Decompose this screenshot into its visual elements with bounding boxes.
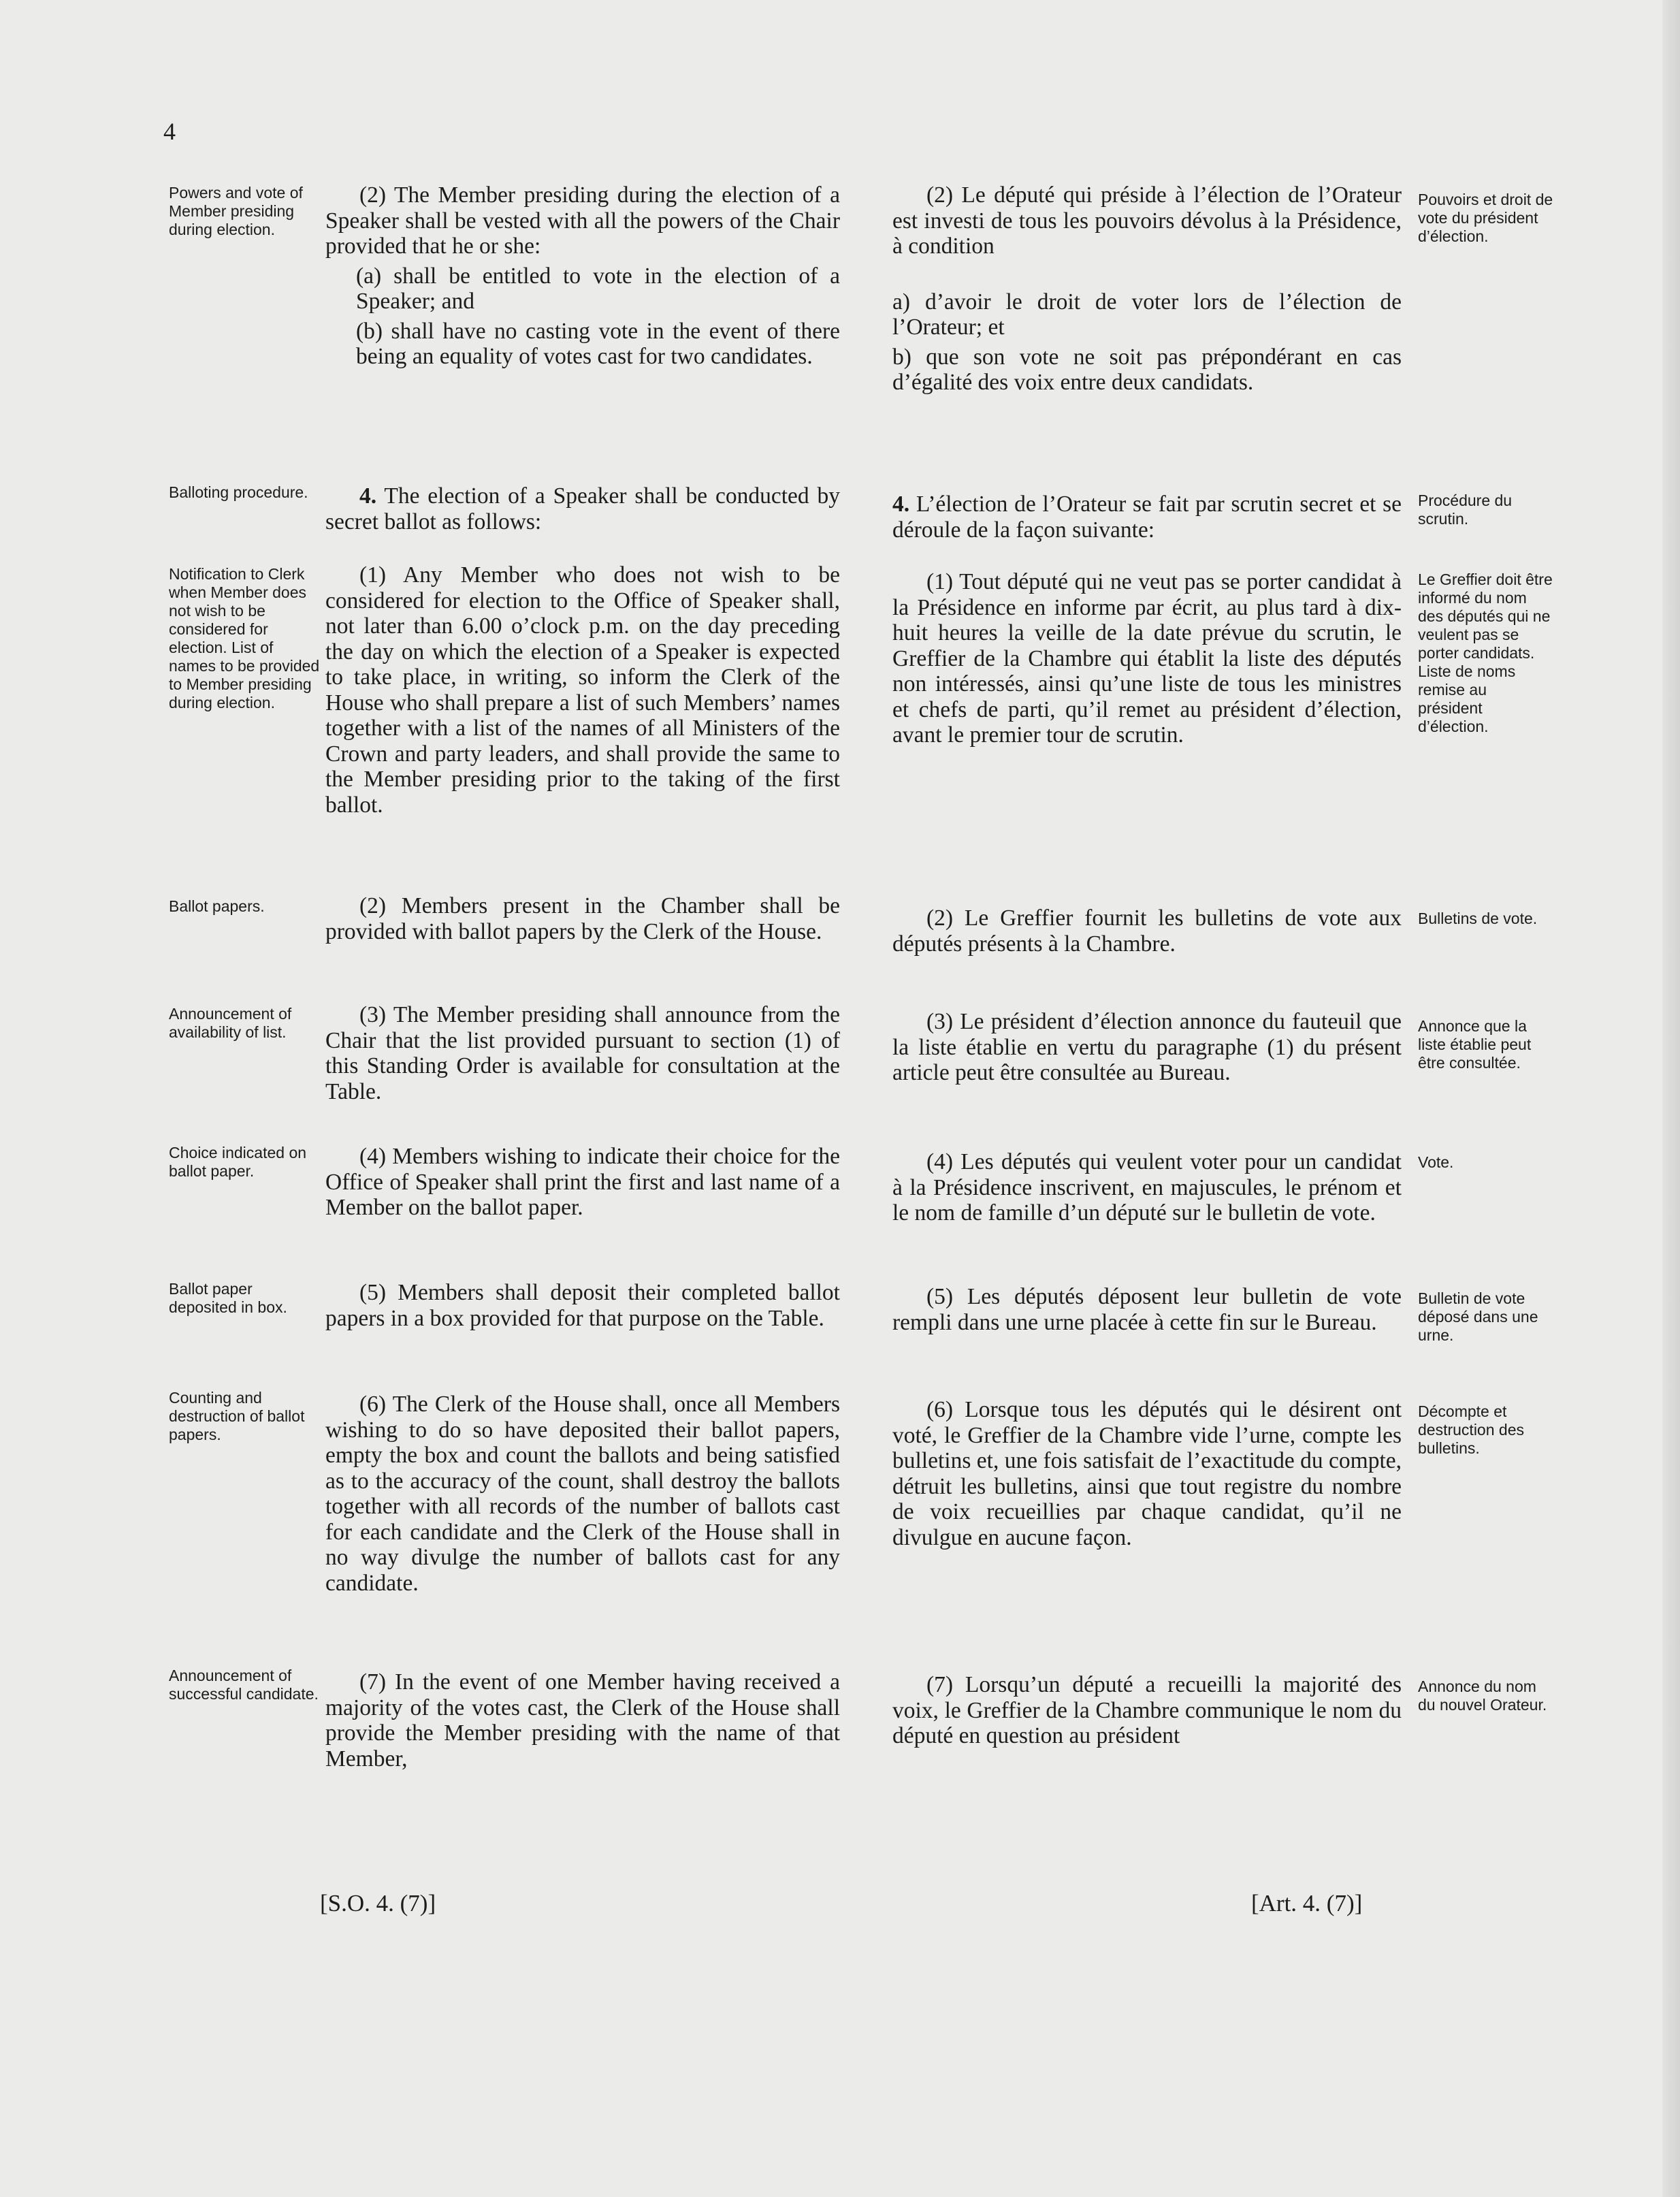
paragraph: (4) Members wishing to indicate their choice for the Office of Speaker shall print the first and last name of a Member on the ballot paper. [325,1144,840,1220]
margin-note-en: Balloting procedure. [169,483,308,501]
french-text [892,1284,1402,1335]
paragraph-item: a) d’avoir le droit de voter lors de l’élection de l’Orateur; et [892,289,1402,340]
margin-note-en: Powers and vote of Member presiding during election. [169,184,303,238]
paragraph-item: b) que son vote ne soit pas prépondérant en cas d’égalité des voix entre deux candidats. [892,344,1402,395]
paragraph: (3) The Member presiding shall announce from the Chair that the list provided pursuant to section (1) of this Standing Order is available for consultation at the Table. [325,1002,840,1104]
french-text [892,1149,1402,1226]
margin-note-fr: Le Greffier doit être informé du nom des députés qui ne veulent pas se porter candidats. Liste de noms remise au président d’élection. [1418,571,1553,735]
paragraph: (7) Lorsqu’un député a recueilli la majorité des voix, le Greffier de la Chambre communique le nom du député en question au président [892,1672,1402,1748]
margin-note-fr: Vote. [1418,1153,1454,1171]
french-text [892,1009,1402,1086]
french-text [892,569,1402,748]
margin-note-fr: Procédure du scrutin. [1418,492,1513,528]
english-text [325,1144,840,1221]
paragraph: 4. The election of a Speaker shall be conducted by secret ballot as follows: [325,483,840,534]
paragraph: (2) The Member presiding during the election of a Speaker shall be vested with all the powers of the Chair provided that he or she: [325,182,840,259]
paragraph: (4) Les députés qui veulent voter pour un candidat à la Présidence inscrivent, en majuscules, le prénom et le nom de famille d’un député sur le bulletin de vote. [892,1149,1402,1225]
french-text [892,1397,1402,1550]
paragraph: (6) The Clerk of the House shall, once all Members wishing to do so have deposited their ballot papers, empty the box and count the ballots and being satisfied as to the accuracy of the count, shall destroy the ballots together with all records of the number of ballots cast for each candidate and the Clerk of the House shall in no way divulge the number of ballots cast for any candidate. [325,1392,840,1596]
page-edge-shadow [1662,0,1680,2197]
paragraph: (5) Les députés déposent leur bulletin de vote rempli dans une urne placée à cette fin sur le Bureau. [892,1284,1402,1335]
standing-order-number: 4. [359,483,377,509]
margin-note-en: Announcement of availability of list. [169,1005,292,1041]
footer-reference-en: [S.O. 4. (7)] [320,1890,436,1917]
margin-note-fr: Décompte et destruction des bulletins. [1418,1402,1524,1457]
english-text [325,182,840,370]
margin-note-en: Notification to Clerk when Member does not wish to be considered for election. List of names to be provided to Member presiding during election. [169,565,320,711]
english-text [325,1392,840,1596]
english-text [325,562,840,818]
footer-reference-fr: [Art. 4. (7)] [1251,1890,1363,1917]
paragraph: (1) Tout député qui ne veut pas se porter candidat à la Présidence en informe par écrit, au plus tard à dix-huit heures la veille de la date prévue du scrutin, le Greffier de la Chambre qui établit la liste des députés non intéressés, ainsi qu’une liste de tous les ministres et chefs de parti, qu’il remet au président d’élection, avant le premier tour de scrutin. [892,569,1402,748]
paragraph: (3) Le président d’élection annonce du fauteuil que la liste établie en vertu du paragraphe (1) du présent article peut être consultée au Bureau. [892,1009,1402,1085]
paragraph-item: (b) shall have no casting vote in the event of there being an equality of votes cast for two candidates. [356,318,840,369]
english-text [325,1669,840,1771]
english-text [325,893,840,944]
paragraph-item: (a) shall be entitled to vote in the election of a Speaker; and [356,263,840,314]
paragraph: (7) In the event of one Member having received a majority of the votes cast, the Clerk of the House shall provide the Member presiding with the name of that Member, [325,1669,840,1771]
margin-note-fr: Bulletin de vote déposé dans une urne. [1418,1289,1538,1344]
margin-note-fr: Annonce du nom du nouvel Orateur. [1418,1678,1547,1714]
english-text [325,1002,840,1104]
margin-note-en: Ballot papers. [169,897,265,915]
french-text [892,905,1402,957]
french-text [892,492,1402,543]
paragraph: 4. L’élection de l’Orateur se fait par scrutin secret et se déroule de la façon suivante: [892,492,1402,543]
standing-order-number: 4. [892,492,910,517]
paragraph: (6) Lorsque tous les députés qui le désirent ont voté, le Greffier de la Chambre vide l’urne, compte les bulletins et, une fois satisfait de l’exactitude du compte, détruit les bulletins, ainsi que tout registre du nombre de voix recueillies par chaque candidat, qu’il ne divulgue en aucune façon. [892,1397,1402,1550]
margin-note-en: Choice indicated on ballot paper. [169,1144,307,1180]
paragraph: (2) Le député qui préside à l’élection de l’Orateur est investi de tous les pouvoirs dévolus à la Présidence, à condition [892,182,1402,259]
margin-note-fr: Bulletins de vote. [1418,910,1538,927]
paragraph: (2) Members present in the Chamber shall be provided with ballot papers by the Clerk of the House. [325,893,840,944]
french-text [892,182,1402,396]
margin-note-en: Announcement of successful candidate. [169,1667,319,1703]
margin-note-en: Counting and destruction of ballot papers. [169,1389,305,1443]
margin-note-en: Ballot paper deposited in box. [169,1280,287,1316]
paragraph: (5) Members shall deposit their completed ballot papers in a box provided for that purpose on the Table. [325,1280,840,1331]
french-text [892,1672,1402,1749]
margin-note-fr: Pouvoirs et droit de vote du président d’élection. [1418,191,1553,245]
paragraph: (2) Le Greffier fournit les bulletins de vote aux députés présents à la Chambre. [892,905,1402,957]
english-text [325,483,840,534]
paragraph: (1) Any Member who does not wish to be considered for election to the Office of Speaker shall, not later than 6.00 o’clock p.m. on the day preceding the day on which the election of a Speaker is expected to take place, in writing, so inform the Clerk of the House who shall prepare a list of such Members’ names together with a list of the names of all Ministers of the Crown and party leaders, and shall provide the same to the Member presiding prior to the taking of the first ballot. [325,562,840,818]
page-number: 4 [163,118,176,145]
margin-note-fr: Annonce que la liste établie peut être consultée. [1418,1017,1532,1072]
english-text [325,1280,840,1331]
